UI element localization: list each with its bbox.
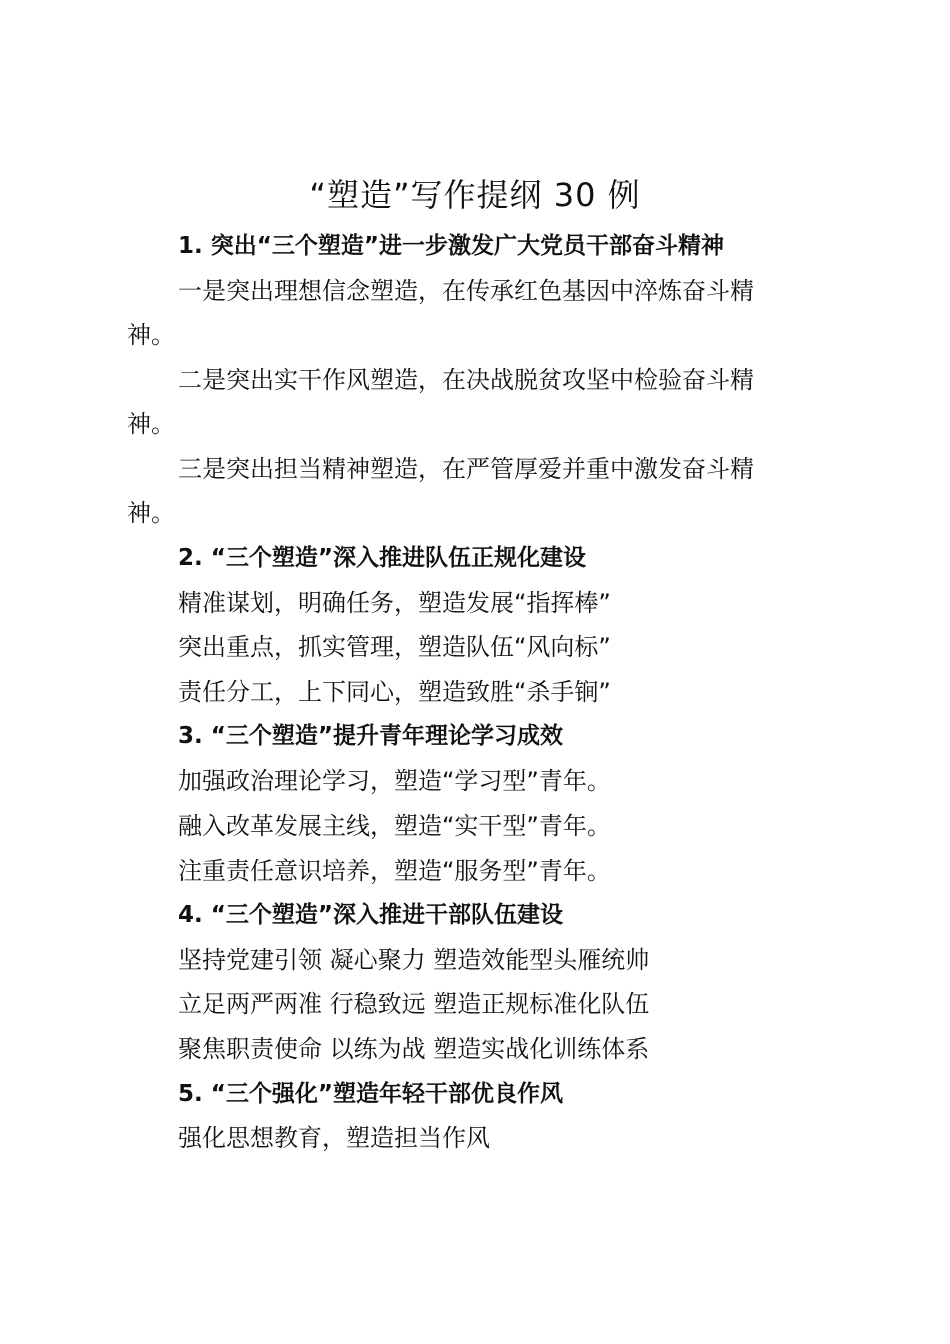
section-1-heading: 1. 突出“三个塑造”进一步激发广大党员干部奋斗精神	[178, 233, 724, 259]
section-4-line-3: 聚焦职责使命 以练为战 塑造实战化训练体系	[178, 1035, 650, 1063]
section-2-line-1: 精准谋划，明确任务，塑造发展“指挥棒”	[178, 589, 611, 617]
section-4-line-1: 坚持党建引领 凝心聚力 塑造效能型头雁统帅	[178, 946, 650, 974]
section-1-paragraph-1-line-1: 一是突出理想信念塑造，在传承红色基因中淬炼奋斗精	[178, 277, 754, 305]
section-3-line-1: 加强政治理论学习，塑造“学习型”青年。	[178, 767, 611, 795]
section-3-line-2: 融入改革发展主线，塑造“实干型”青年。	[178, 812, 611, 840]
section-1-paragraph-1-line-2: 神。	[127, 321, 175, 349]
section-1-paragraph-3-line-1: 三是突出担当精神塑造，在严管厚爱并重中激发奋斗精	[178, 455, 754, 483]
section-5-line-1: 强化思想教育，塑造担当作风	[178, 1124, 490, 1152]
document-title: “塑造”写作提纲 30 例	[309, 176, 641, 214]
section-4-heading: 4. “三个塑造”深入推进干部队伍建设	[178, 902, 563, 928]
section-3-heading: 3. “三个塑造”提升青年理论学习成效	[178, 723, 563, 749]
section-2-line-2: 突出重点，抓实管理，塑造队伍“风向标”	[178, 633, 611, 661]
section-3-line-3: 注重责任意识培养，塑造“服务型”青年。	[178, 857, 611, 885]
section-1-paragraph-3-line-2: 神。	[127, 499, 175, 527]
section-2-heading: 2. “三个塑造”深入推进队伍正规化建设	[178, 545, 586, 571]
section-1-paragraph-2-line-1: 二是突出实干作风塑造，在决战脱贫攻坚中检验奋斗精	[178, 366, 754, 394]
section-2-line-3: 责任分工，上下同心，塑造致胜“杀手锏”	[178, 678, 611, 706]
section-4-line-2: 立足两严两准 行稳致远 塑造正规标准化队伍	[178, 990, 650, 1018]
section-5-heading: 5. “三个强化”塑造年轻干部优良作风	[178, 1081, 563, 1107]
section-1-paragraph-2-line-2: 神。	[127, 410, 175, 438]
